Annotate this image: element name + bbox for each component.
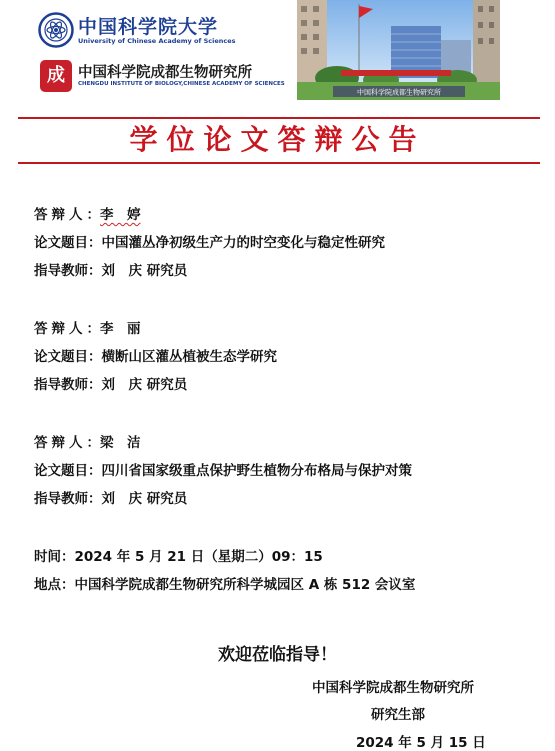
thesis-label: 论文题目 bbox=[34, 463, 88, 479]
signature-dept: 研究生部 bbox=[371, 707, 425, 723]
time-row bbox=[34, 548, 323, 566]
colon: ： bbox=[88, 463, 102, 479]
ucas-name-en: University of Chinese Academy of Sciences bbox=[78, 37, 236, 45]
document-title: 学位论文答辩公告 bbox=[129, 123, 426, 156]
defender-name: 李 婷 bbox=[100, 207, 141, 223]
page-header bbox=[0, 0, 555, 104]
title-rule-top bbox=[18, 117, 540, 119]
thesis-title: 中国灌丛净初级生产力的时空变化与稳定性研究 bbox=[101, 235, 385, 251]
campus-photo bbox=[297, 0, 500, 100]
ucas-name-cn: 中国科学院大学 bbox=[78, 16, 219, 38]
colon: ： bbox=[61, 549, 75, 565]
advisor-label: 指导教师 bbox=[34, 491, 88, 507]
advisor-row bbox=[34, 262, 187, 280]
thesis-label: 论文题目 bbox=[34, 349, 88, 365]
colon: ： bbox=[88, 349, 102, 365]
colon: ： bbox=[88, 263, 102, 279]
time-label: 时间 bbox=[34, 549, 61, 565]
colon: ： bbox=[88, 377, 102, 393]
thesis-row bbox=[34, 462, 412, 480]
advisor-name: 刘 庆 研究员 bbox=[101, 491, 188, 507]
defense-time: 2024 年 5 月 21 日（星期二）09：15 bbox=[74, 549, 323, 565]
advisor-label: 指导教师 bbox=[34, 263, 88, 279]
cib-name-en: CHENGDU INSTITUTE OF BIOLOGY,CHINESE ACADEMY OF SCIENCES bbox=[78, 81, 285, 87]
colon: ： bbox=[86, 321, 100, 337]
defender-label: 答辩人 bbox=[34, 435, 87, 451]
thesis-row bbox=[34, 234, 385, 252]
thesis-title: 四川省国家级重点保护野生植物分布格局与保护对策 bbox=[101, 463, 412, 479]
thesis-title: 横断山区灌丛植被生态学研究 bbox=[101, 349, 277, 365]
defender-row bbox=[34, 434, 141, 452]
campus-photo-image bbox=[297, 0, 500, 100]
defender-row bbox=[34, 206, 141, 224]
defender-name: 梁 洁 bbox=[100, 435, 141, 451]
advisor-name: 刘 庆 研究员 bbox=[101, 263, 188, 279]
place-label: 地点 bbox=[34, 577, 61, 593]
colon: ： bbox=[88, 235, 102, 251]
colon: ： bbox=[86, 435, 100, 451]
defense-place: 中国科学院成都生物研究所科学城园区 A 栋 512 会议室 bbox=[74, 577, 416, 593]
defender-name: 李 丽 bbox=[100, 321, 141, 337]
signature-date: 2024 年 5 月 15 日 bbox=[356, 735, 486, 751]
place-row bbox=[34, 576, 415, 594]
cib-seal-icon: 成 bbox=[40, 60, 72, 92]
title-rule-bottom bbox=[18, 162, 540, 164]
advisor-label: 指导教师 bbox=[34, 377, 88, 393]
cib-name-cn: 中国科学院成都生物研究所 bbox=[78, 64, 252, 81]
colon: ： bbox=[88, 491, 102, 507]
advisor-name: 刘 庆 研究员 bbox=[101, 377, 188, 393]
advisor-row bbox=[34, 376, 187, 394]
ucas-seal-icon bbox=[38, 12, 74, 48]
welcome-text: 欢迎莅临指导！ bbox=[218, 645, 337, 665]
defender-label: 答辩人 bbox=[34, 321, 87, 337]
colon: ： bbox=[86, 207, 100, 223]
defender-row bbox=[34, 320, 141, 338]
ucas-logo bbox=[38, 10, 268, 50]
thesis-row bbox=[34, 348, 277, 366]
colon: ： bbox=[61, 577, 75, 593]
defender-label: 答辩人 bbox=[34, 207, 87, 223]
thesis-label: 论文题目 bbox=[34, 235, 88, 251]
cib-logo bbox=[40, 58, 290, 94]
campus-sign-text: 中国科学院成都生物研究所 bbox=[357, 88, 441, 97]
signature-org: 中国科学院成都生物研究所 bbox=[312, 680, 474, 696]
advisor-row bbox=[34, 490, 187, 508]
